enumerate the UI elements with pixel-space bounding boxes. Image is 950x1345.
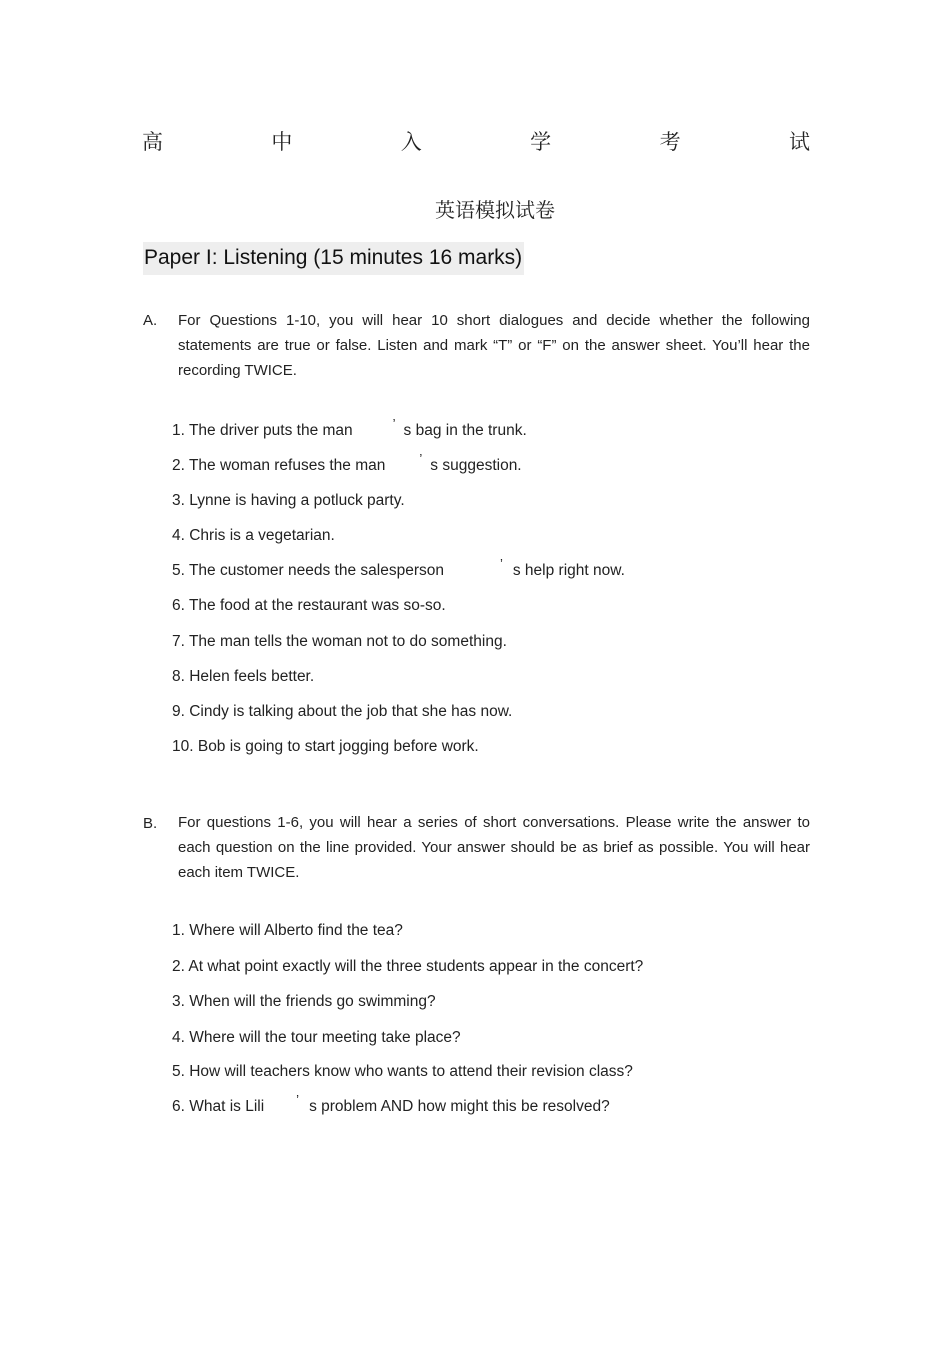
section-a-instructions: For Questions 1-10, you will hear 10 short dialogues and decide whether the following statements are true or false. Listen and mark “T” or “F” on the answer sheet. You’ll hear the recording TWICE. — [178, 312, 810, 379]
section-b-question: 5. How will teachers know who wants to attend their revision class? — [172, 1063, 633, 1080]
section-b-question: 4. Where will the tour meeting take place? — [172, 1029, 461, 1046]
section-b-question: 1. Where will Alberto find the tea? — [172, 922, 403, 939]
section-a-question: 2. The woman refuses the man ’ s suggestion. — [172, 451, 522, 474]
section-a-question: 10. Bob is going to start jogging before work. — [172, 738, 479, 755]
title-char: 试 — [788, 130, 810, 154]
exam-subtitle: 英语模拟试卷 — [435, 198, 555, 222]
section-b-question: 3. When will the friends go swimming? — [172, 993, 436, 1010]
section-a-question: 5. The customer needs the salesperson ’ s help right now. — [172, 556, 625, 579]
section-a-question: 3. Lynne is having a potluck party. — [172, 492, 405, 509]
section-a-question: 8. Helen feels better. — [172, 668, 315, 685]
section-a-question: 6. The food at the restaurant was so-so. — [172, 597, 446, 614]
paper-heading: Paper I: Listening (15 minutes 16 marks) — [143, 242, 524, 275]
section-a-letter: A. — [143, 312, 158, 329]
section-b-letter: B. — [143, 815, 158, 832]
exam-title — [142, 126, 810, 156]
title-char: 入 — [400, 130, 422, 154]
title-char: 学 — [530, 130, 552, 154]
section-a-question: 1. The driver puts the man ’ s bag in the trunk. — [172, 416, 527, 439]
title-char: 中 — [271, 130, 293, 154]
section-a-question: 4. Chris is a vegetarian. — [172, 527, 335, 544]
section-a-question: 7. The man tells the woman not to do something. — [172, 633, 507, 650]
section-b-question: 6. What is Lili ’ s problem AND how might this be resolved? — [172, 1092, 610, 1115]
section-b-instructions: For questions 1-6, you will hear a series of short conversations. Please write the answer to each question on the line provided. Your answer should be as brief as possible. You will hear each item TWICE. — [178, 814, 810, 881]
title-char: 考 — [659, 130, 681, 154]
title-char: 高 — [142, 130, 163, 154]
section-b-question: 2. At what point exactly will the three students appear in the concert? — [172, 958, 644, 975]
section-a-question: 9. Cindy is talking about the job that she has now. — [172, 703, 513, 720]
